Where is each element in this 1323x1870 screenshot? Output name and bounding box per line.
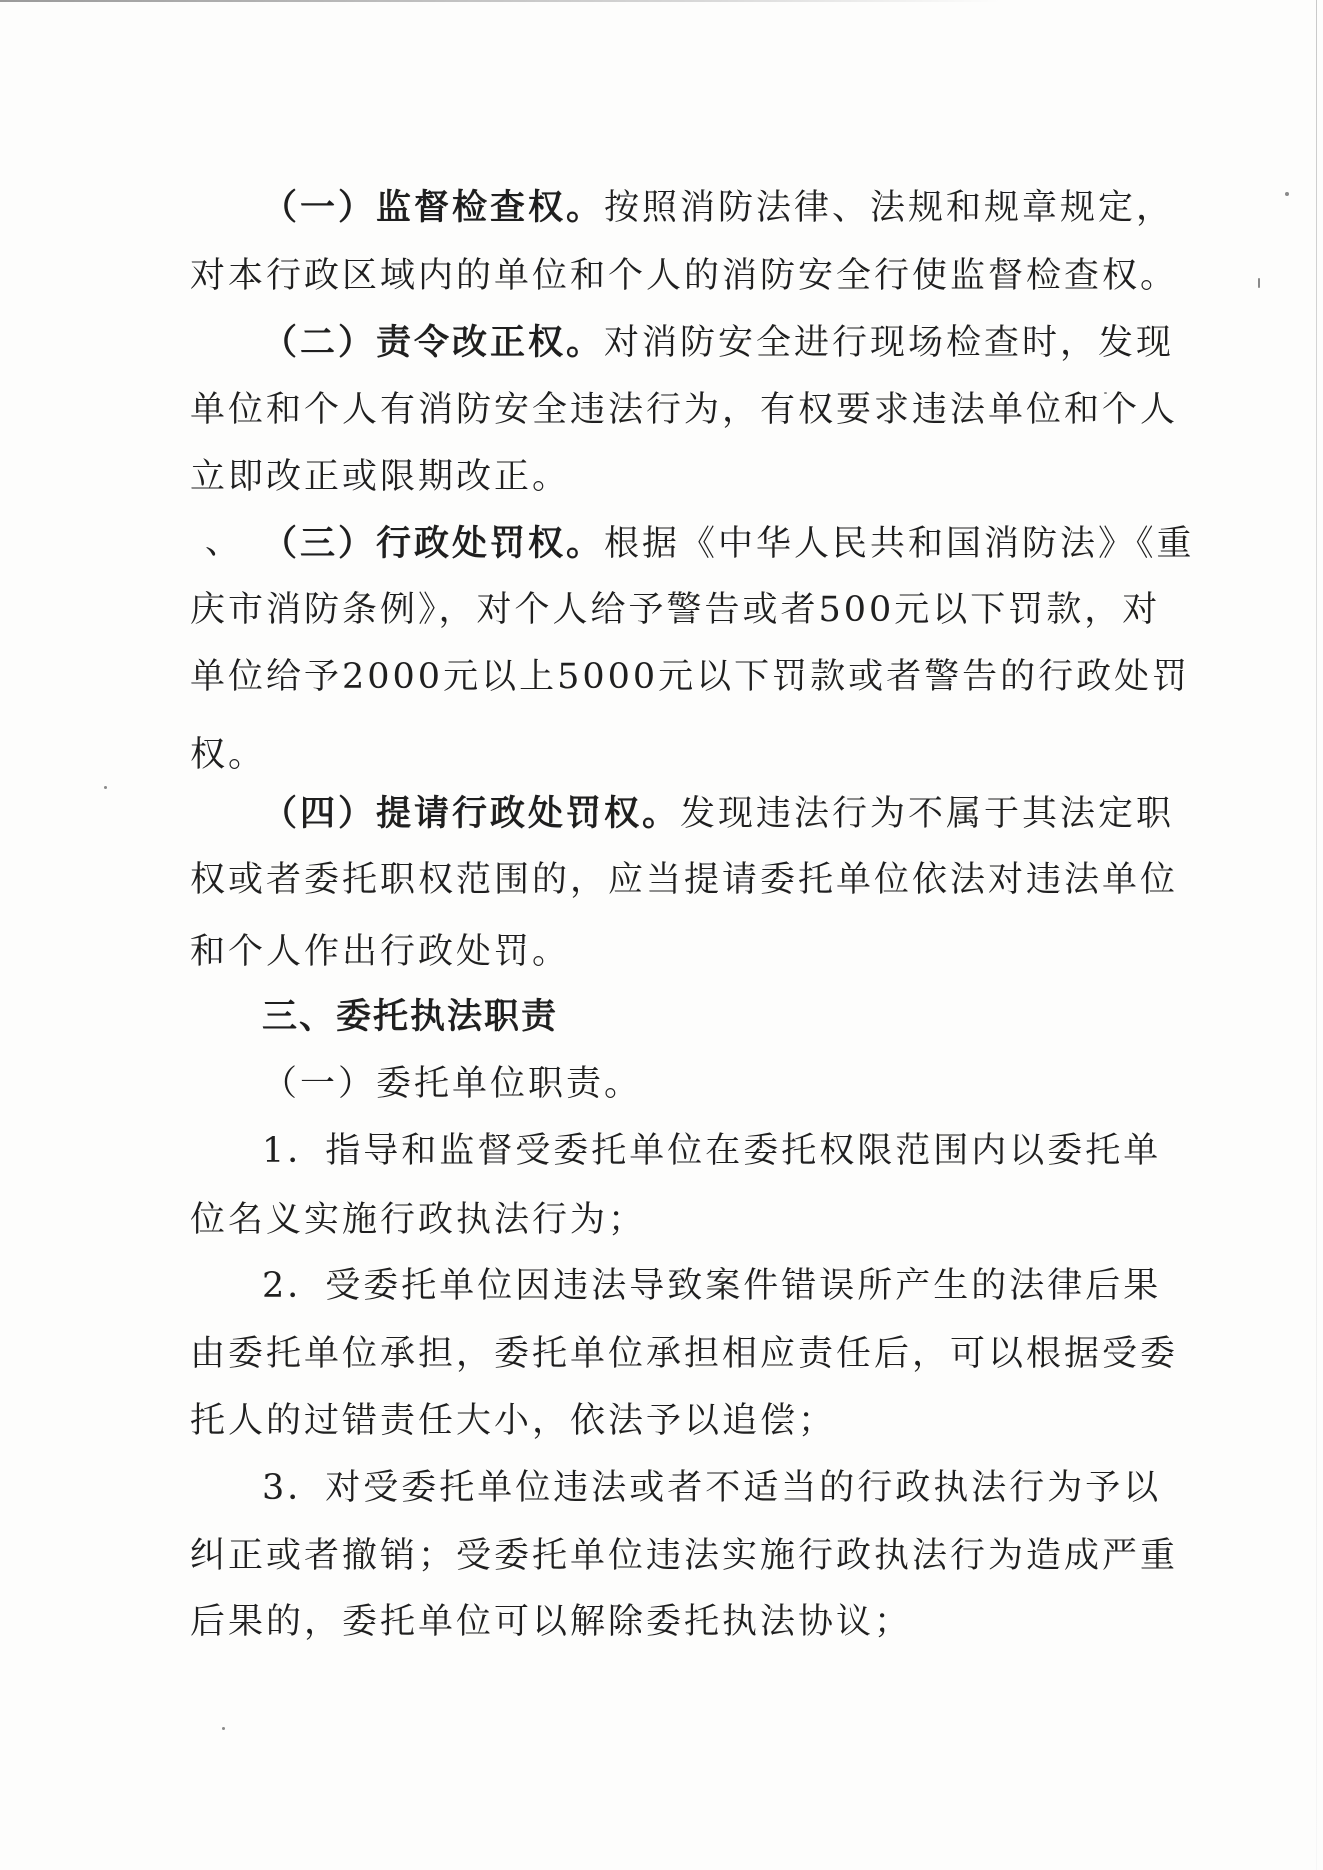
- scan-edge-top: [0, 0, 1000, 2]
- item-3-line-3: 后果的，委托单位可以解除委托执法协议；: [190, 1602, 913, 1642]
- section-heading: 三、委托执法职责: [262, 997, 559, 1037]
- paragraph-3-line-4: 权。: [190, 735, 267, 775]
- scan-speck: [104, 786, 107, 789]
- paragraph-4-lead: （四）提请行政处罚权。: [262, 793, 681, 834]
- scan-edge-right: [1316, 0, 1317, 1870]
- paragraph-1-line-2: 对本行政区域内的单位和个人的消防安全行使监督检查权。: [190, 256, 1179, 296]
- paragraph-3-line-1-text: 根据《中华人民共和国消防法》《重: [604, 524, 1195, 564]
- paragraph-2-line-3: 立即改正或限期改正。: [190, 457, 571, 497]
- paragraph-4-line-2: 权或者委托职权范围的，应当提请委托单位依法对违法单位: [190, 860, 1179, 900]
- paragraph-3-line-3: 单位给予2000元以上5000元以下罚款或者警告的行政处罚: [190, 657, 1191, 697]
- item-2-line-1: 2．受委托单位因违法导致案件错误所产生的法律后果: [262, 1266, 1162, 1306]
- paragraph-1-line-1: [262, 186, 1174, 230]
- scan-speck: [1258, 278, 1260, 288]
- scan-speck: [222, 1727, 225, 1730]
- paragraph-4-line-3: 和个人作出行政处罚。: [190, 932, 571, 972]
- paragraph-3-line-1: [262, 522, 1195, 566]
- item-1-line-1: 1．指导和监督受委托单位在委托权限范围内以委托单: [262, 1131, 1162, 1171]
- stray-mark: 、: [205, 522, 244, 562]
- paragraph-2-line-1: [262, 321, 1174, 365]
- paragraph-2-line-1-text: 对消防安全进行现场检查时，发现: [604, 323, 1175, 363]
- sub-heading: （一）委托单位职责。: [262, 1064, 643, 1104]
- paragraph-4-line-1-text: 发现违法行为不属于其法定职: [680, 794, 1175, 834]
- item-2-line-2: 由委托单位承担，委托单位承担相应责任后，可以根据受委: [190, 1334, 1179, 1374]
- scan-speck: [1285, 192, 1289, 196]
- paragraph-4-line-1: [262, 792, 1174, 836]
- item-1-line-2: 位名义实施行政执法行为；: [190, 1200, 647, 1240]
- item-3-line-2: 纠正或者撤销；受委托单位违法实施行政执法行为造成严重: [190, 1536, 1179, 1576]
- item-2-line-3: 托人的过错责任大小，依法予以追偿；: [190, 1401, 837, 1441]
- paragraph-3-lead: （三）行政处罚权。: [262, 523, 605, 564]
- paragraph-1-line-1-text: 按照消防法律、法规和规章规定，: [604, 188, 1175, 228]
- paragraph-2-line-2: 单位和个人有消防安全违法行为，有权要求违法单位和个人: [190, 390, 1179, 430]
- item-3-line-1: 3．对受委托单位违法或者不适当的行政执法行为予以: [262, 1468, 1162, 1508]
- paragraph-1-lead: （一）监督检查权。: [262, 187, 605, 228]
- paragraph-3-line-2: 庆市消防条例》，对个人给予警告或者500元以下罚款，对: [190, 590, 1161, 630]
- paragraph-2-lead: （二）责令改正权。: [262, 322, 605, 363]
